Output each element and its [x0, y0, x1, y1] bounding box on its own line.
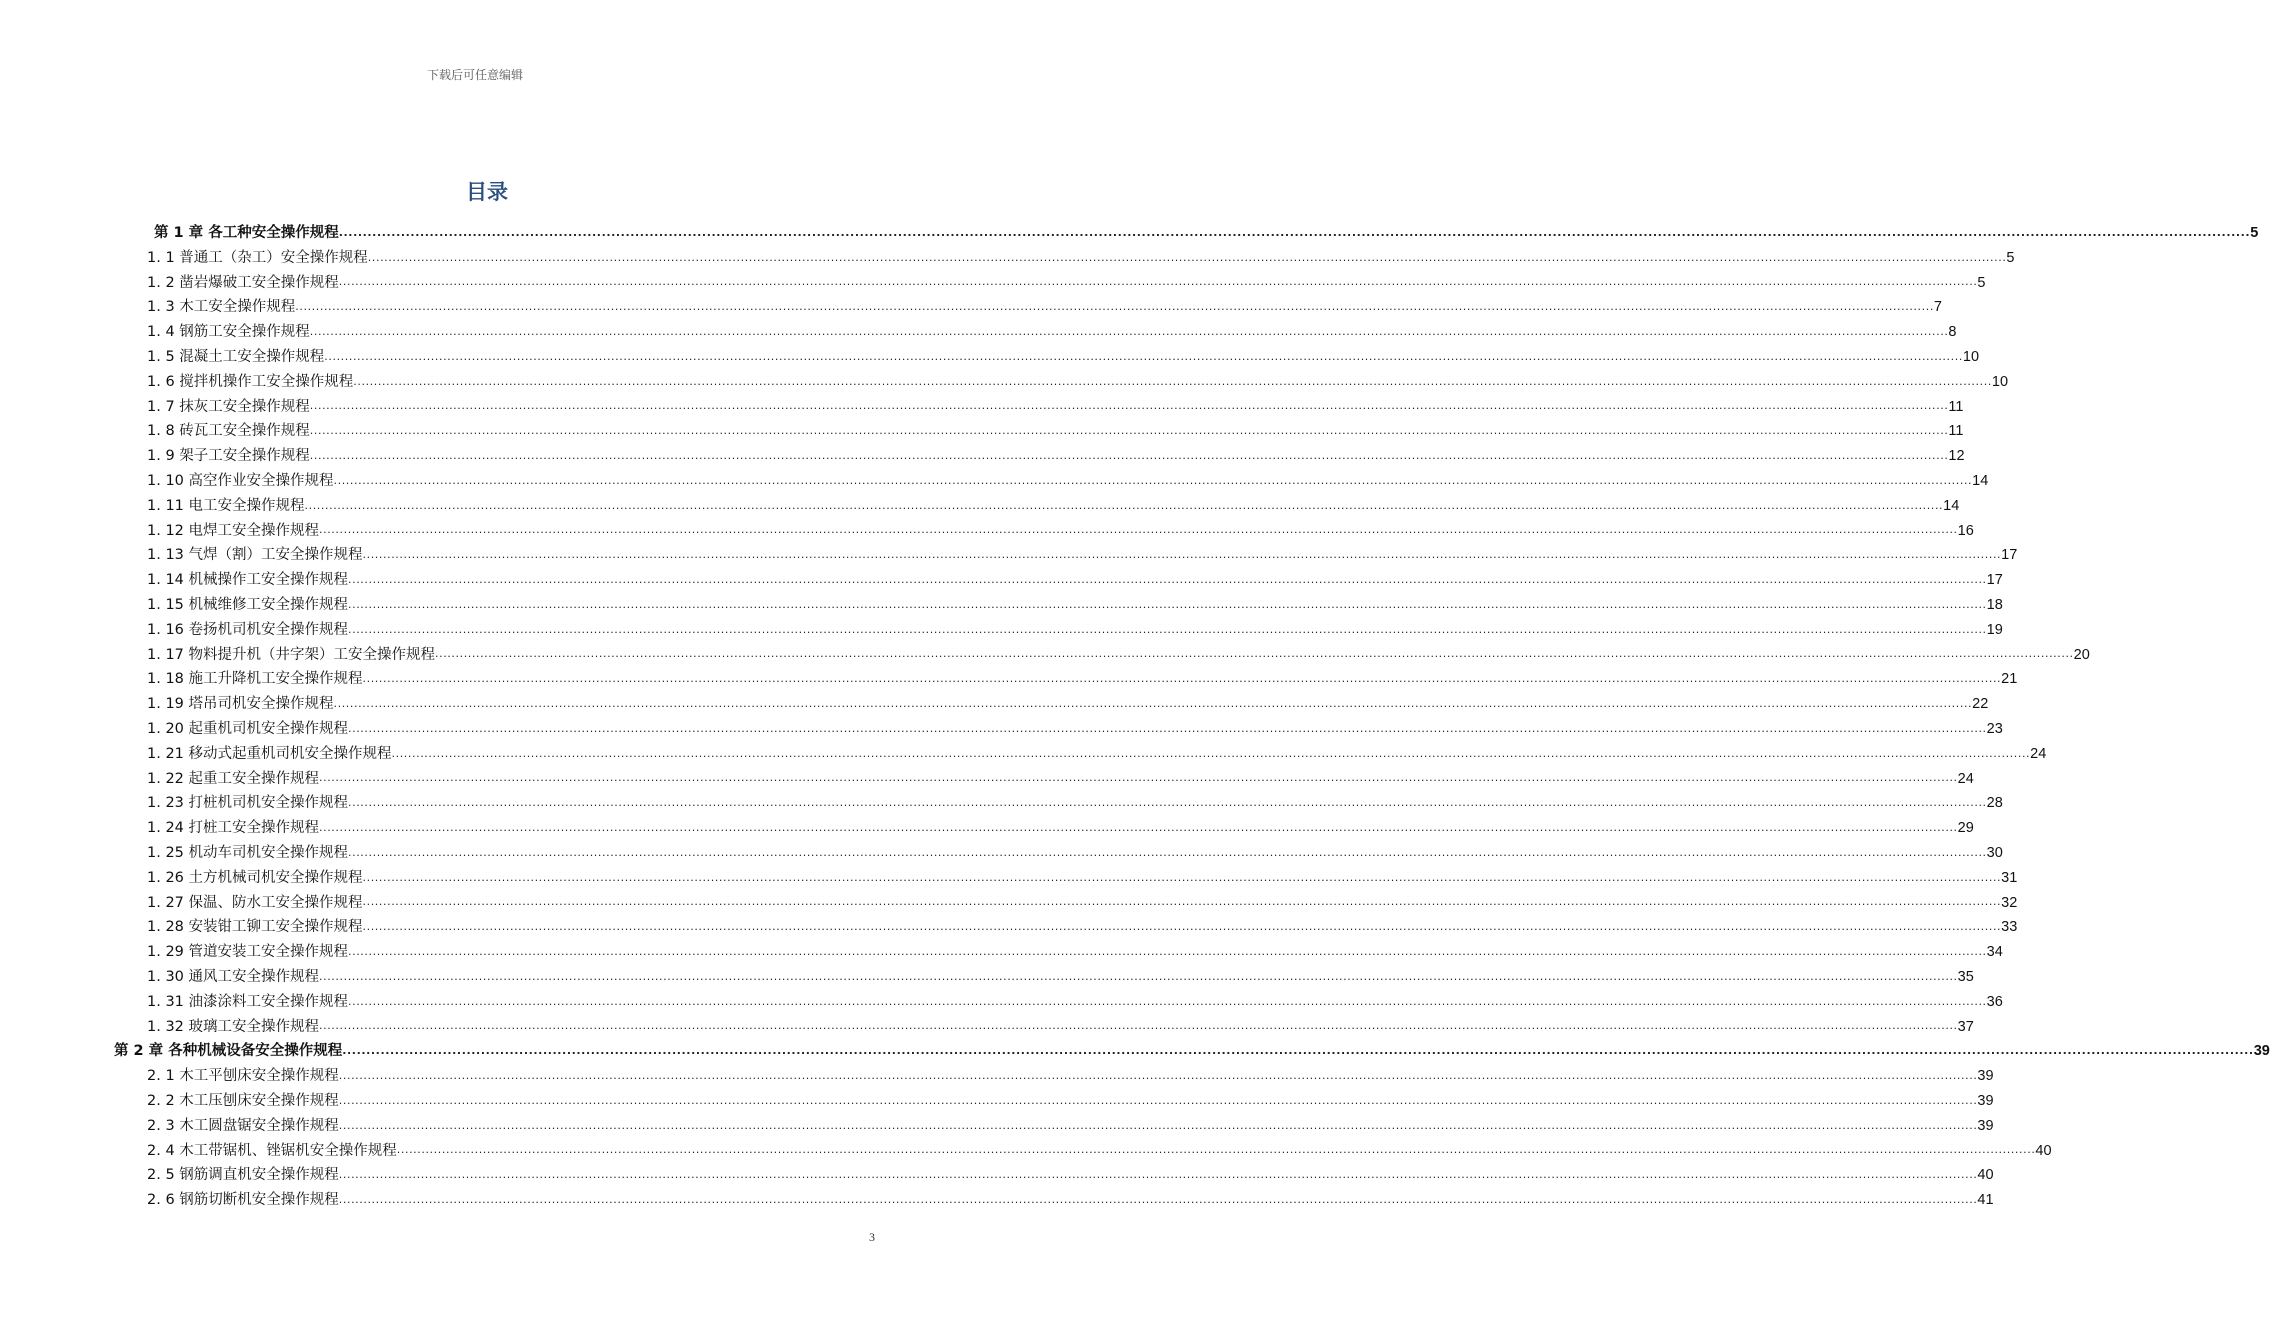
- toc-leader-dots: ................................................................................................................................................................................................................................................................................................................................................................................................................: [353, 374, 1992, 388]
- toc-entry-section[interactable]: [147, 717, 2003, 742]
- toc-entry-label: 1. 24 打桩工安全操作规程: [147, 820, 320, 837]
- toc-entry-section[interactable]: [147, 940, 2003, 965]
- toc-entry-page: 35: [1957, 969, 1974, 985]
- toc-entry-label: 2. 5 钢筋调直机安全操作规程: [147, 1167, 339, 1184]
- toc-leader-dots: ................................................................................................................................................................................................................................................................................................................................................................................................................: [319, 523, 1958, 537]
- toc-entry-page: 21: [2001, 671, 2018, 688]
- toc-entry-label: 1. 26 土方机械司机安全操作规程: [147, 869, 363, 886]
- toc-entry-section[interactable]: [147, 643, 2090, 668]
- toc-entry-label: 1. 13 气焊（割）工安全操作规程: [147, 547, 363, 564]
- toc-entry-page: 31: [2001, 869, 2018, 886]
- toc-entry-section[interactable]: [147, 320, 1957, 345]
- toc-entry-page: 33: [2001, 919, 2018, 936]
- toc-entry-section[interactable]: [147, 1089, 1994, 1114]
- toc-entry-label: 1. 25 机动车司机安全操作规程: [147, 845, 349, 861]
- toc-entry-section[interactable]: [147, 395, 1964, 420]
- toc-entry-page: 11: [1948, 398, 1964, 415]
- toc-leader-dots: ................................................................................................................................................................................................................................................................................................................................................................................................................: [348, 796, 1987, 810]
- toc-leader-dots: ................................................................................................................................................................................................................................................................................................................................................................................................................: [338, 1192, 1978, 1206]
- page-number: 3: [869, 1230, 875, 1244]
- toc-entry-page: 5: [1977, 274, 1986, 291]
- toc-entry-label: 1. 16 卷扬机司机安全操作规程: [147, 621, 349, 638]
- toc-entry-page: 11: [1948, 423, 1964, 440]
- toc-leader-dots: ................................................................................................................................................................................................................................................................................................................................................................................................................: [342, 1044, 2254, 1058]
- toc-entry-page: 41: [1977, 1192, 1994, 1209]
- toc-entry-label: 1. 7 抹灰工安全操作规程: [147, 398, 310, 415]
- toc-entry-section[interactable]: [147, 444, 1965, 469]
- toc-leader-dots: ................................................................................................................................................................................................................................................................................................................................................................................................................: [309, 324, 1949, 338]
- toc-entry-page: 14: [1943, 497, 1960, 514]
- toc-leader-dots: ................................................................................................................................................................................................................................................................................................................................................................................................................: [348, 622, 1987, 636]
- toc-entry-label: 1. 18 施工升降机工安全操作规程: [147, 671, 363, 688]
- toc-entry-label: 1. 21 移动式起重机司机安全操作规程: [147, 745, 392, 762]
- toc-entry-section[interactable]: [147, 767, 1974, 792]
- toc-entry-section[interactable]: [147, 1064, 1994, 1089]
- toc-leader-dots: ................................................................................................................................................................................................................................................................................................................................................................................................................: [348, 994, 1987, 1008]
- toc-entry-label: 2. 6 钢筋切断机安全操作规程: [147, 1192, 339, 1209]
- toc-leader-dots: ................................................................................................................................................................................................................................................................................................................................................................................................................: [338, 1168, 1978, 1182]
- toc-leader-dots: ................................................................................................................................................................................................................................................................................................................................................................................................................: [338, 1118, 1978, 1132]
- toc-leader-dots: ................................................................................................................................................................................................................................................................................................................................................................................................................: [309, 399, 1949, 413]
- toc-entry-page: 24: [2030, 745, 2047, 762]
- toc-entry-label: 2. 2 木工压刨床安全操作规程: [147, 1093, 339, 1109]
- toc-entry-section[interactable]: [147, 1114, 1994, 1139]
- toc-entry-page: 32: [2001, 894, 2018, 911]
- toc-entry-section[interactable]: [147, 593, 2003, 618]
- toc-leader-dots: ................................................................................................................................................................................................................................................................................................................................................................................................................: [319, 969, 1958, 983]
- toc-entry-page: 5: [2250, 225, 2259, 241]
- toc-leader-dots: ................................................................................................................................................................................................................................................................................................................................................................................................................: [348, 572, 1987, 586]
- toc-entry-page: 39: [2253, 1043, 2270, 1060]
- toc-leader-dots: ................................................................................................................................................................................................................................................................................................................................................................................................................: [348, 597, 1987, 611]
- toc-entry-label: 1. 9 架子工安全操作规程: [147, 448, 310, 465]
- toc-entry-section[interactable]: [147, 816, 1974, 841]
- toc-leader-dots: ................................................................................................................................................................................................................................................................................................................................................................................................................: [362, 672, 2002, 686]
- toc-entry-section[interactable]: [147, 1015, 1974, 1040]
- toc-entry-page: 7: [1933, 299, 1942, 316]
- toc-entry-label: 1. 17 物料提升机（井字架）工安全操作规程: [147, 646, 436, 663]
- toc-leader-dots: ................................................................................................................................................................................................................................................................................................................................................................................................................: [333, 473, 1973, 487]
- toc-entry-label: 1. 27 保温、防水工安全操作规程: [147, 894, 363, 911]
- toc-entry-page: 40: [1977, 1167, 1994, 1184]
- toc-entry-page: 22: [1972, 696, 1989, 713]
- toc-entry-page: 10: [1962, 349, 1980, 365]
- toc-entry-label: 1. 1 普通工（杂工）安全操作规程: [147, 249, 368, 266]
- toc-entry-label: 第 2 章 各种机械设备安全操作规程: [114, 1043, 343, 1060]
- toc-entry-label: 1. 14 机械操作工安全操作规程: [147, 572, 349, 589]
- toc-leader-dots: ................................................................................................................................................................................................................................................................................................................................................................................................................: [338, 1093, 1978, 1107]
- toc-entry-page: 39: [1977, 1068, 1994, 1085]
- toc-entry-section[interactable]: [147, 891, 2018, 916]
- toc-entry-section[interactable]: [147, 1188, 1994, 1213]
- toc-entry-section[interactable]: [147, 543, 2018, 568]
- toc-entry-page: 14: [1972, 473, 1989, 489]
- toc-entry-label: 1. 19 塔吊司机安全操作规程: [147, 696, 334, 713]
- toc-entry-page: 37: [1957, 1018, 1974, 1035]
- toc-entry-page: 20: [2073, 646, 2090, 663]
- toc-leader-dots: ................................................................................................................................................................................................................................................................................................................................................................................................................: [295, 300, 1934, 314]
- toc-entry-section[interactable]: [147, 246, 2015, 271]
- toc-entry-page: 39: [1977, 1093, 1994, 1109]
- toc-entry-label: 1. 12 电焊工安全操作规程: [147, 522, 320, 539]
- toc-entry-page: 30: [1986, 845, 2003, 861]
- toc-entry-section[interactable]: [147, 271, 1986, 296]
- toc-entry-page: 18: [1986, 597, 2003, 613]
- toc-leader-dots: ................................................................................................................................................................................................................................................................................................................................................................................................................: [338, 225, 2251, 239]
- toc-leader-dots: ................................................................................................................................................................................................................................................................................................................................................................................................................: [319, 1019, 1958, 1033]
- toc-title: 目录: [466, 180, 508, 204]
- toc-entry-section[interactable]: [147, 915, 2018, 940]
- toc-entry-page: 16: [1957, 522, 1974, 539]
- toc-leader-dots: ................................................................................................................................................................................................................................................................................................................................................................................................................: [324, 349, 1963, 363]
- toc-entry-label: 1. 32 玻璃工安全操作规程: [147, 1018, 320, 1035]
- toc-leader-dots: ................................................................................................................................................................................................................................................................................................................................................................................................................: [319, 820, 1958, 834]
- toc-entry-section[interactable]: [147, 370, 2009, 395]
- toc-leader-dots: ................................................................................................................................................................................................................................................................................................................................................................................................................: [435, 647, 2074, 661]
- toc-leader-dots: ................................................................................................................................................................................................................................................................................................................................................................................................................: [304, 498, 1944, 512]
- toc-leader-dots: ................................................................................................................................................................................................................................................................................................................................................................................................................: [309, 448, 1949, 462]
- toc-entry-section[interactable]: [147, 965, 1974, 990]
- toc-leader-dots: ................................................................................................................................................................................................................................................................................................................................................................................................................: [348, 845, 1987, 859]
- toc-entry-section[interactable]: [147, 469, 1989, 494]
- toc-leader-dots: ................................................................................................................................................................................................................................................................................................................................................................................................................: [362, 548, 2002, 562]
- toc-entry-section[interactable]: [147, 866, 2018, 891]
- toc-entry-section[interactable]: [147, 742, 2047, 767]
- toc-entry-section[interactable]: [147, 345, 1980, 370]
- toc-entry-label: 1. 11 电工安全操作规程: [147, 497, 305, 514]
- toc-entry-label: 1. 10 高空作业安全操作规程: [147, 473, 334, 489]
- toc-entry-label: 1. 4 钢筋工安全操作规程: [147, 324, 310, 341]
- toc-entry-section[interactable]: [147, 990, 2003, 1015]
- toc-entry-page: 17: [1986, 572, 2003, 589]
- toc-entry-page: 34: [1986, 944, 2003, 961]
- toc-entry-label: 1. 5 混凝土工安全操作规程: [147, 349, 325, 365]
- toc-entry-page: 39: [1977, 1117, 1994, 1134]
- toc-entry-section[interactable]: [147, 841, 2003, 866]
- toc-entry-page: 40: [2035, 1142, 2052, 1159]
- toc-entry-label: 1. 6 搅拌机操作工安全操作规程: [147, 373, 354, 390]
- toc-entry-label: 第 1 章 各工种安全操作规程: [154, 225, 339, 241]
- toc-leader-dots: ................................................................................................................................................................................................................................................................................................................................................................................................................: [348, 944, 1987, 958]
- toc-leader-dots: ................................................................................................................................................................................................................................................................................................................................................................................................................: [338, 275, 1978, 289]
- toc-entry-section[interactable]: [147, 618, 2003, 643]
- toc-leader-dots: ................................................................................................................................................................................................................................................................................................................................................................................................................: [362, 895, 2002, 909]
- toc-entry-section[interactable]: [147, 791, 2003, 816]
- toc-entry-section[interactable]: [147, 295, 1942, 320]
- toc-entry-page: 5: [2006, 249, 2015, 266]
- toc-entry-page: 28: [1986, 795, 2003, 812]
- toc-entry-label: 1. 28 安装钳工铆工安全操作规程: [147, 919, 363, 936]
- toc-entry-label: 1. 15 机械维修工安全操作规程: [147, 597, 349, 613]
- toc-entry-label: 1. 31 油漆涂料工安全操作规程: [147, 993, 349, 1010]
- toc-entry-section[interactable]: [147, 568, 2003, 593]
- toc-entry-chapter[interactable]: [114, 1039, 2270, 1064]
- toc-entry-label: 1. 8 砖瓦工安全操作规程: [147, 423, 310, 440]
- toc-entry-page: 8: [1948, 324, 1957, 341]
- toc-leader-dots: ................................................................................................................................................................................................................................................................................................................................................................................................................: [362, 870, 2002, 884]
- header-note: 下载后可任意编辑: [426, 68, 523, 82]
- toc-leader-dots: ................................................................................................................................................................................................................................................................................................................................................................................................................: [391, 746, 2031, 760]
- toc-entry-section[interactable]: [147, 419, 1964, 444]
- toc-entry-page: 12: [1948, 448, 1965, 465]
- toc-entry-label: 2. 3 木工圆盘锯安全操作规程: [147, 1117, 339, 1134]
- toc-entry-page: 36: [1986, 993, 2003, 1010]
- toc-entry-label: 2. 1 木工平刨床安全操作规程: [147, 1068, 339, 1085]
- toc-entry-label: 1. 23 打桩机司机安全操作规程: [147, 795, 349, 812]
- toc-entry-label: 1. 29 管道安装工安全操作规程: [147, 944, 349, 961]
- toc-leader-dots: ................................................................................................................................................................................................................................................................................................................................................................................................................: [367, 250, 2007, 264]
- toc-leader-dots: ................................................................................................................................................................................................................................................................................................................................................................................................................: [309, 424, 1949, 438]
- toc-leader-dots: ................................................................................................................................................................................................................................................................................................................................................................................................................: [319, 771, 1958, 785]
- toc-entry-label: 1. 20 起重机司机安全操作规程: [147, 721, 349, 737]
- toc-leader-dots: ................................................................................................................................................................................................................................................................................................................................................................................................................: [396, 1143, 2036, 1157]
- toc-entry-page: 29: [1957, 820, 1974, 837]
- toc-entry-section[interactable]: [147, 667, 2018, 692]
- toc-leader-dots: ................................................................................................................................................................................................................................................................................................................................................................................................................: [333, 696, 1973, 710]
- toc-leader-dots: ................................................................................................................................................................................................................................................................................................................................................................................................................: [348, 721, 1987, 735]
- toc-entry-page: 23: [1986, 721, 2003, 737]
- toc-entry-page: 19: [1986, 621, 2003, 638]
- toc-leader-dots: ................................................................................................................................................................................................................................................................................................................................................................................................................: [338, 1068, 1978, 1082]
- toc-entry-label: 1. 2 凿岩爆破工安全操作规程: [147, 274, 339, 291]
- toc-entry-section[interactable]: [147, 692, 1989, 717]
- toc-entry-page: 24: [1957, 770, 1974, 787]
- toc-entry-page: 10: [1991, 373, 2009, 390]
- toc-entry-label: 1. 30 通风工安全操作规程: [147, 969, 320, 985]
- toc-entry-section[interactable]: [147, 1139, 2052, 1164]
- toc-entry-section[interactable]: [147, 519, 1974, 544]
- toc-entry-section[interactable]: [147, 1163, 1994, 1188]
- toc-entry-chapter[interactable]: [154, 221, 2259, 246]
- toc-entry-label: 1. 22 起重工安全操作规程: [147, 770, 320, 787]
- toc-entry-section[interactable]: [147, 494, 1960, 519]
- toc-entry-label: 1. 3 木工安全操作规程: [147, 299, 296, 316]
- toc-entry-label: 2. 4 木工带锯机、锉锯机安全操作规程: [147, 1142, 397, 1159]
- toc-leader-dots: ................................................................................................................................................................................................................................................................................................................................................................................................................: [362, 920, 2002, 934]
- toc-entry-page: 17: [2001, 547, 2018, 564]
